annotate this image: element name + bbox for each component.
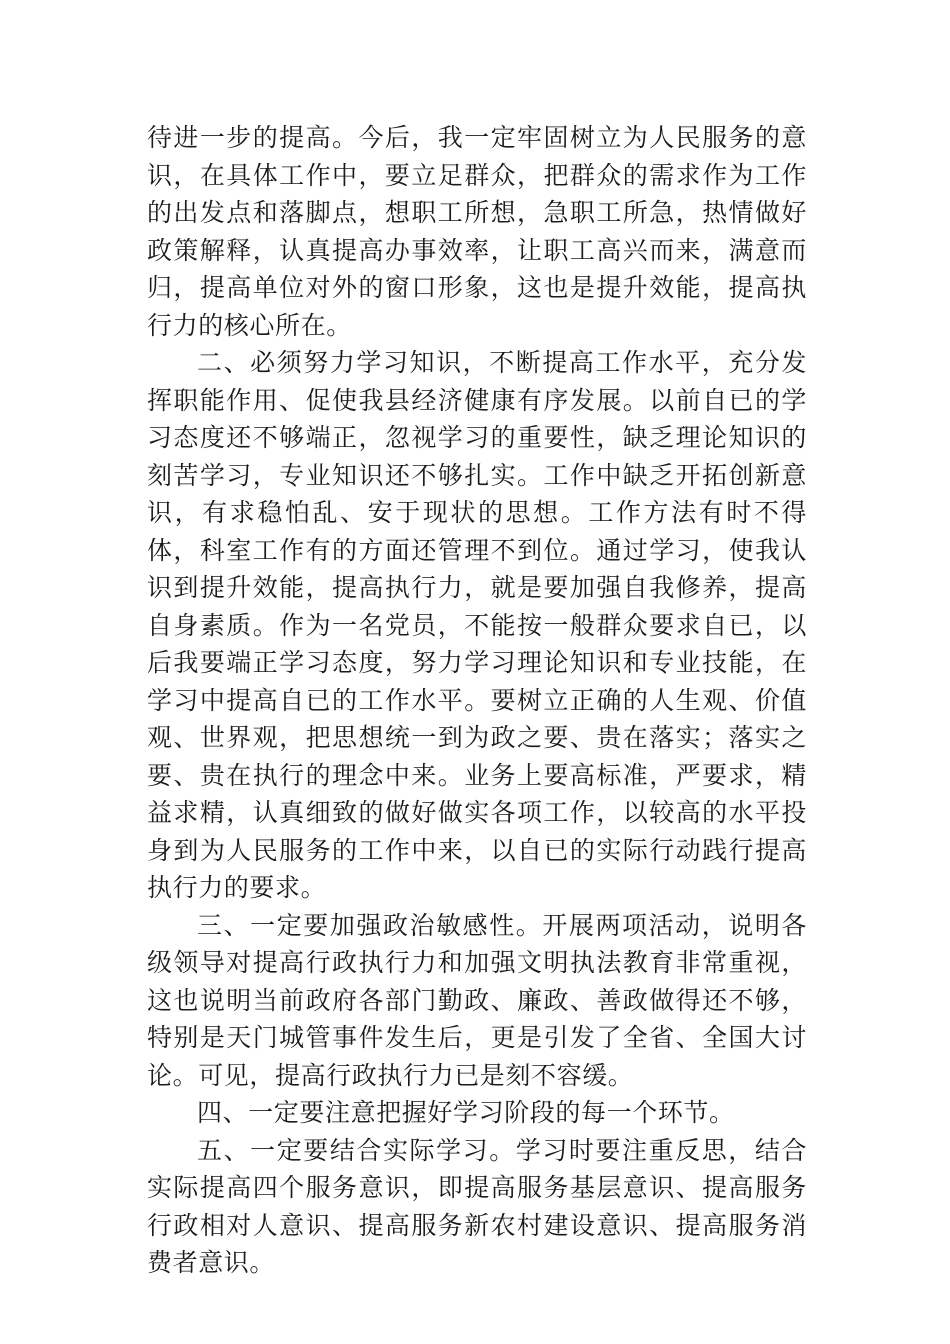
paragraph-point-four: 四、一定要注意把握好学习阶段的每一个环节。 [197,1098,735,1127]
paragraph-point-three: 三、一定要加强政治敏感性。开展两项活动，说明各级领导对提高行政执行力和加强文明执法教育非常重视，这也说明当前政府各部门勤政、廉政、善政做得还不够，特别是天门城管事件发生后，更是引发了全省、全国大讨论。可见，提高行政执行力已是刻不容缓。 [147,910,807,1090]
paragraph-point-five: 五、一定要结合实际学习。学习时要注重反思，结合实际提高四个服务意识，即提高服务基层意识、提高服务行政相对人意识、提高服务新农村建设意识、提高服务消费者意识。 [147,1135,807,1277]
document-body [147,119,807,1282]
paragraph-continuation: 待进一步的提高。今后，我一定牢固树立为人民服务的意识，在具体工作中，要立足群众，把群众的需求作为工作的出发点和落脚点，想职工所想，急职工所急，热情做好政策解释，认真提高办事效率，让职工高兴而来，满意而归，提高单位对外的窗口形象，这也是提升效能，提高执行力的核心所在。 [147,123,807,340]
paragraph-point-two: 二、必须努力学习知识，不断提高工作水平，充分发挥职能作用、促使我县经济健康有序发展。以前自已的学习态度还不够端正，忽视学习的重要性，缺乏理论知识的刻苦学习，专业知识还不够扎实。工作中缺乏开拓创新意识，有求稳怕乱、安于现状的思想。工作方法有时不得体，科室工作有的方面还管理不到位。通过学习，使我认识到提升效能，提高执行力，就是要加强自我修养，提高自身素质。作为一名党员，不能按一般群众要求自已，以后我要端正学习态度，努力学习理论知识和专业技能，在学习中提高自已的工作水平。要树立正确的人生观、价值观、世界观，把思想统一到为政之要、贵在落实；落实之要、贵在执行的理念中来。业务上要高标准，严要求，精益求精，认真细致的做好做实各项工作，以较高的水平投身到为人民服务的工作中来，以自已的实际行动践行提高执行力的要求。 [147,348,807,902]
